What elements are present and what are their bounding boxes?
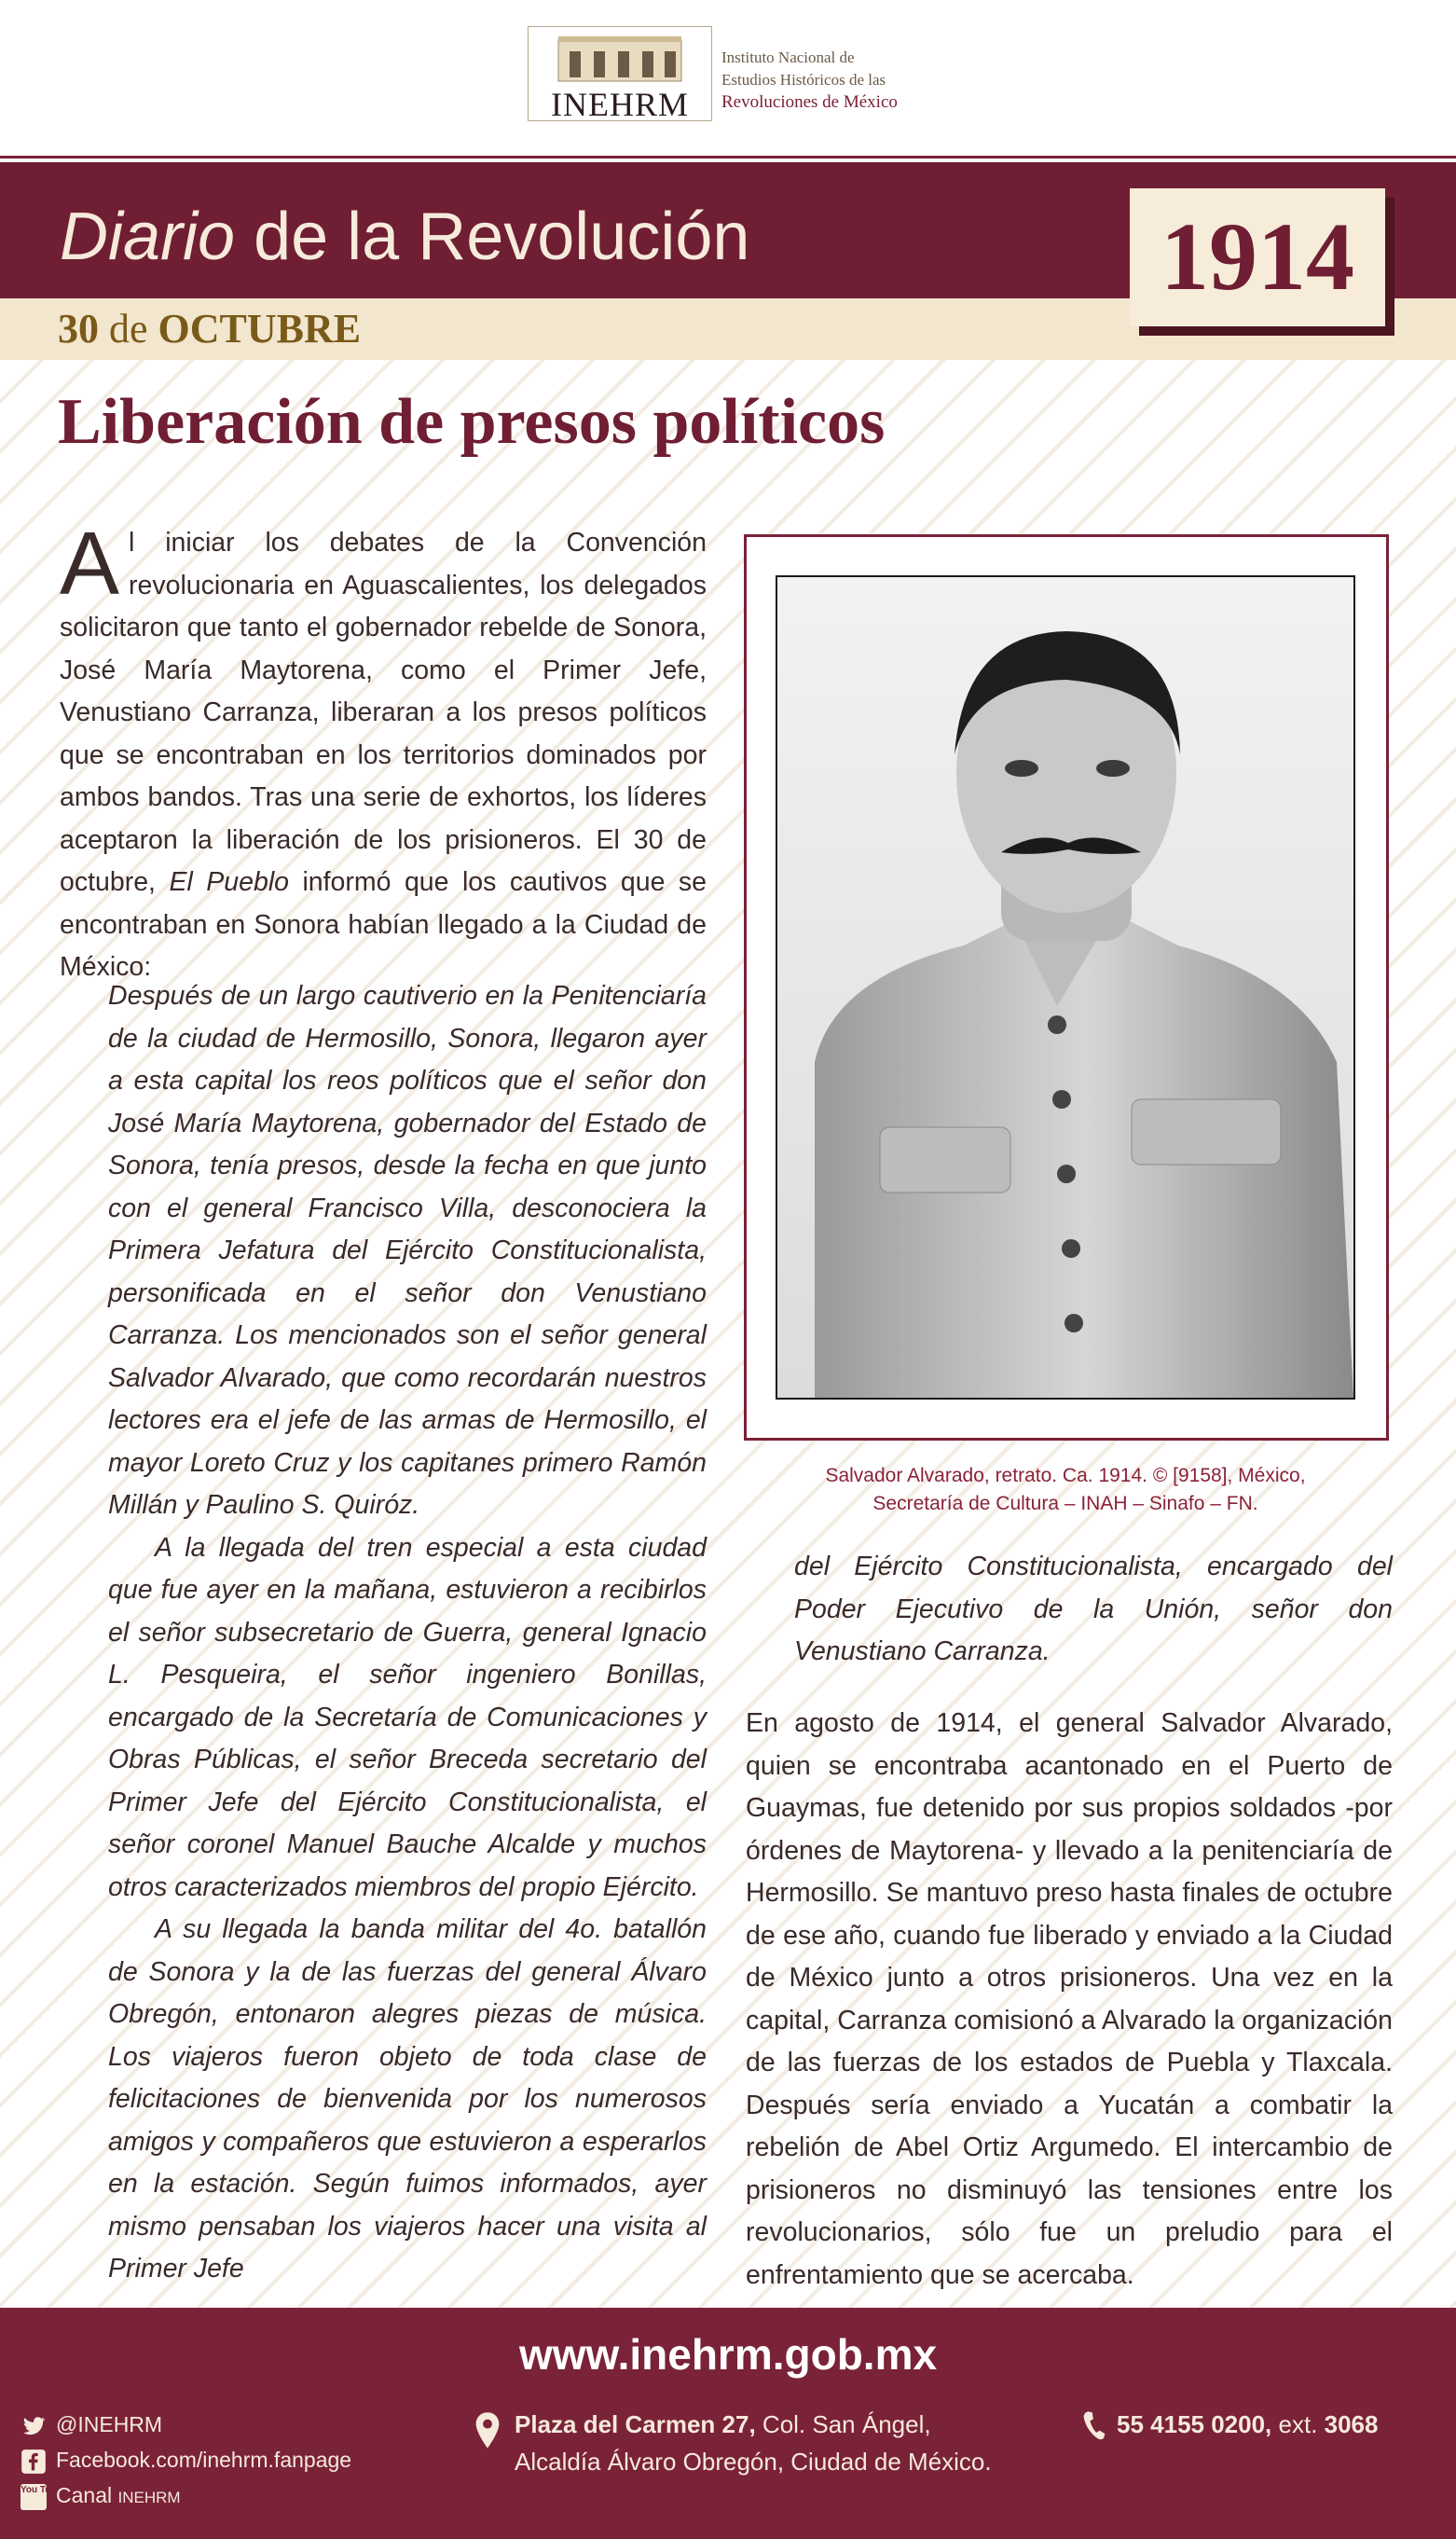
- quote-paragraph-2: A la llegada del tren especial a esta ciudad que fue ayer en la mañana, estuvieron a recibirlos el señor subsecretario de Guerra, general Ignacio L. Pesqueira, el señor ingeniero Bonillas, encargado de la Secretaría de Comunicaciones y Obras Públicas, el señor Breceda secretario del Primer Jefe del Ejército Constitucionalista, el señor coronel Manuel Bauche Alcalde y muchos otros caracterizados miembros del propio Ejército.: [108, 1532, 707, 1902]
- twitter-icon: [21, 2413, 47, 2439]
- intro-text-b: informó que los cautivos que se encontraban en Sonora habían llegado a la Ciudad de México:: [60, 867, 707, 982]
- phone-number[interactable]: [1117, 2406, 1378, 2443]
- caption-line-1: Salvador Alvarado, retrato. Ca. 1914. © [9158], México,: [825, 1465, 1306, 1486]
- youtube-icon: You Tube: [21, 2484, 47, 2510]
- phone-ext: 3068: [1324, 2410, 1379, 2438]
- drop-cap: A: [60, 514, 120, 614]
- address-line-1: [515, 2406, 992, 2443]
- logo-line-3: Revoluciones de México: [721, 92, 898, 112]
- twitter-link[interactable]: [21, 2409, 162, 2439]
- logo-line-1: Instituto Nacional de: [721, 48, 855, 66]
- address: [515, 2406, 992, 2480]
- logo-acronym: INEHRM: [551, 86, 689, 123]
- quote-block: [108, 975, 707, 2291]
- address-street: Plaza del Carmen 27,: [515, 2410, 756, 2438]
- closing-text: En agosto de 1914, el general Salvador Alvarado, quien se encontraba acantonado en el Puerto de Guaymas, fue detenido por sus propios soldados -por órdenes de Maytorena- y llevado a la penitenciaría de Hermosillo. Se mantuvo preso hasta finales de octubre de ese año, cuando fue liberado y enviado a la Ciudad de México junto a otros prisioneros. Una vez en la capital, Carranza comisionó a Alvarado la organización de las fuerzas de los estados de Puebla y Tlaxcala. Después sería enviado a Yucatán a combatir la rebelión de Abel Ortiz Argumedo. El intercambio de prisioneros no disminuyó las tensiones entre los revolucionarios, sólo fue un preludio para el enfrentamiento que se acercaba.: [746, 1708, 1393, 2290]
- youtube-prefix: Canal: [56, 2483, 118, 2507]
- phone-icon: [1081, 2409, 1107, 2441]
- closing-paragraph: [746, 1703, 1393, 2297]
- photo-caption: [764, 1462, 1367, 1518]
- logo-box: [528, 26, 712, 121]
- logo-line-2: Estudios Históricos de las: [721, 71, 886, 89]
- quote-continuation: [794, 1546, 1393, 1674]
- article-title: Liberación de presos políticos: [58, 386, 886, 458]
- facebook-icon: [21, 2449, 47, 2475]
- facebook-link[interactable]: [21, 2445, 351, 2475]
- intro-paragraph: [60, 514, 707, 989]
- banner-title: [60, 196, 749, 278]
- newspaper-name: El Pueblo: [169, 867, 289, 897]
- location-pin-icon: [474, 2411, 501, 2450]
- quote-paragraph-1: Después de un largo cautiverio en la Penitenciaría de la ciudad de Hermosillo, Sonora, llegaron ayer a esta capital los reos políticos que el señor don José María Maytorena, gobernador del Estado de Sonora, tenía presos, desde la fecha en que junto con el general Francisco Villa, desconociera la Primera Jefatura del Ejército Constitucionalista, personificada en el señor don Venustiano Carranza. Los mencionados son el señor general Salvador Alvarado, que como recordarán nuestros lectores era el jefe de las armas de Hermosillo, el mayor Loreto Cruz y los capitanes primero Ramón Millán y Paulino S. Quiróz.: [108, 981, 707, 1520]
- twitter-handle: @INEHRM: [56, 2412, 163, 2436]
- intro-text-a: l iniciar los debates de la Convención revolucionaria en Aguascalientes, los delegados solicitaron que tanto el gobernador rebelde de Sonora, José María Maytorena, como el Primer Jefe, Venustiano Carranza, liberaran a los presos políticos que se encontraban en los territorios dominados por ambos bandos. Tras una serie de exhortos, los líderes aceptaron la liberación de los prisioneros. El 30 de octubre,: [60, 528, 707, 897]
- quote-paragraph-3: A su llegada la banda militar del 4o. batallón de Sonora y la de las fuerzas del general Álvaro Obregón, entonaron alegres piezas de música. Los viajeros fueron objeto de toda clase de felicitaciones de bienvenida por los numerosos amigos y compañeros que estuvieron a esperarlos en la estación. Según fuimos informados, ayer mismo pensaban los viajeros hacer una visita al Primer Jefe: [108, 1914, 707, 2284]
- address-colonia: Col. San Ángel,: [755, 2410, 931, 2438]
- facebook-url: Facebook.com/inehrm.fanpage: [56, 2448, 352, 2472]
- banner-title-italic: Diario: [60, 200, 236, 274]
- portrait-photo[interactable]: [776, 575, 1355, 1400]
- banner-title-rest: de la Revolución: [235, 200, 750, 274]
- phone-ext-label: ext.: [1271, 2410, 1325, 2438]
- phone-main: 55 4155 0200,: [1117, 2410, 1272, 2438]
- website-link[interactable]: www.inehrm.gob.mx: [518, 2330, 938, 2379]
- caption-line-2: Secretaría de Cultura – INAH – Sinafo – FN.: [872, 1493, 1258, 1514]
- youtube-link[interactable]: [21, 2480, 181, 2513]
- address-line-2: Alcaldía Álvaro Obregón, Ciudad de México.: [515, 2448, 992, 2476]
- year-badge: 1914: [1130, 188, 1385, 326]
- building-icon: [556, 34, 683, 83]
- youtube-channel: INEHRM: [117, 2489, 181, 2506]
- date-label: [58, 300, 361, 358]
- date-month: OCTUBRE: [158, 306, 362, 352]
- date-de: de: [99, 306, 158, 352]
- date-day: 30: [58, 306, 99, 352]
- portrait-illustration: [777, 577, 1353, 1398]
- banner-top-rule: [0, 156, 1456, 159]
- quote-continuation-text: del Ejército Constitucionalista, encargado del Poder Ejecutivo de la Unión, señor don Venustiano Carranza.: [794, 1552, 1393, 1666]
- inehrm-logo[interactable]: [528, 26, 938, 123]
